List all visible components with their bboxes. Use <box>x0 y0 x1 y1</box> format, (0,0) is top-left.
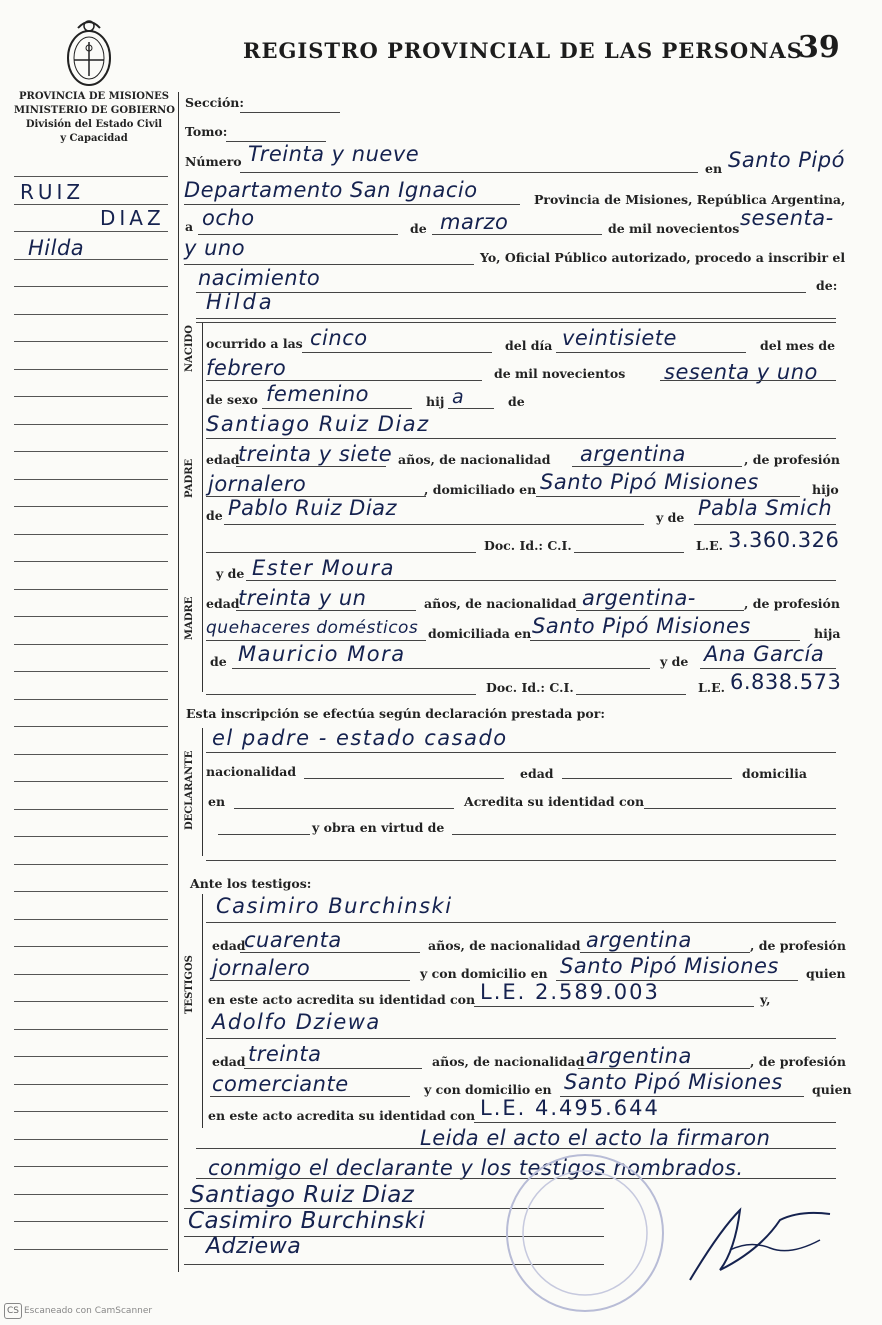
division-label-2: y Capacidad <box>60 133 128 144</box>
madre-dom-label: domiciliada en <box>428 626 532 641</box>
t1-acredita-label: en este acto acredita su identidad con <box>208 992 476 1007</box>
padre-padre-line <box>224 524 644 525</box>
margin-rule <box>14 864 168 865</box>
margin-rule <box>14 836 168 837</box>
declarante-line <box>206 752 836 753</box>
t2-dom-label: y con domicilio en <box>424 1082 552 1097</box>
margin-rule <box>14 369 168 370</box>
padre-anos-label: años, de nacionalidad <box>398 452 551 467</box>
del-dia-label: del día <box>505 338 553 353</box>
firma-padre: Santiago Ruiz Diaz <box>190 1182 415 1208</box>
seccion-line <box>240 112 340 113</box>
margin-rule <box>14 754 168 755</box>
padre-nombre-line <box>206 438 836 439</box>
sexo-value: femenino <box>266 382 369 406</box>
dia-nac-value: veintisiete <box>562 326 677 350</box>
madre-prof-line <box>206 640 426 641</box>
margin-rule <box>14 781 168 782</box>
section-padre: PADRE <box>184 458 195 498</box>
decl-domicilia-label: domicilia <box>742 766 808 781</box>
decl-obra-pre-line <box>218 834 310 835</box>
decl-extra-line <box>206 860 836 861</box>
t1-nac-value: argentina <box>586 928 692 952</box>
numero-line <box>240 172 698 173</box>
tomo-label: Tomo: <box>185 124 228 139</box>
madre-prof-value: quehaceres domésticos <box>206 618 419 638</box>
madre-madre-value: Ana García <box>704 642 825 666</box>
madre-y-de2-label: y de <box>660 654 689 669</box>
madre-anos-label: años, de nacionalidad <box>424 596 577 611</box>
madre-prof-label: , de profesión <box>744 596 840 611</box>
firma-testigo-2: Adziewa <box>206 1234 302 1259</box>
t1-edad-value: cuarenta <box>244 928 342 952</box>
de-colon-label: de: <box>816 278 838 293</box>
margin-rule <box>14 891 168 892</box>
t1-edad-label: edad <box>212 938 246 953</box>
sexo-label: de sexo <box>206 392 258 407</box>
margin-rule <box>14 424 168 425</box>
decl-acredita-line <box>644 808 836 809</box>
nombre-value: Hilda <box>206 290 275 314</box>
t2-anos-label: años, de nacionalidad <box>432 1054 585 1069</box>
t1-prof-value: jornalero <box>212 956 311 980</box>
margin-rule <box>14 974 168 975</box>
a-label: a <box>185 219 194 234</box>
padre-nac-line <box>572 466 742 467</box>
padre-edad-line <box>236 466 386 467</box>
margin-rule <box>14 1001 168 1002</box>
sexo-line <box>262 408 412 409</box>
t2-nombre-value: Adolfo Dziewa <box>212 1010 381 1034</box>
madre-nombre-line <box>246 580 836 581</box>
t2-prof-line <box>210 1096 410 1097</box>
main-border <box>178 92 179 1272</box>
margin-rule <box>14 671 168 672</box>
madre-edad-line <box>236 610 416 611</box>
t1-doc-value: L.E. 2.589.003 <box>480 980 660 1004</box>
decl-edad-line <box>562 778 732 779</box>
padre-de-label: de <box>206 508 223 523</box>
padre-dom-value: Santo Pipó Misiones <box>540 470 759 494</box>
madre-de-label: de <box>210 654 227 669</box>
padre-hijo-label: hijo <box>812 482 839 497</box>
t1-doc-line <box>474 1006 754 1007</box>
madre-nac-line <box>576 610 744 611</box>
en-label: en <box>705 161 723 176</box>
hij-suffix-value: a <box>452 386 465 408</box>
margin-rule <box>14 1084 168 1085</box>
madre-madre-line <box>700 668 836 669</box>
margin-surname-2: DIAZ <box>100 206 165 230</box>
declaracion-label: Esta inscripción se efectúa según declaración prestada por: <box>186 706 605 721</box>
madre-nombre-value: Ester Moura <box>252 556 395 580</box>
margin-rule <box>14 1029 168 1030</box>
margin-rule <box>14 1139 168 1140</box>
t1-dom-label: y con domicilio en <box>420 966 548 981</box>
t1-prof-label: , de profesión <box>750 938 846 953</box>
margin-rule <box>14 506 168 507</box>
t2-nac-value: argentina <box>586 1044 692 1068</box>
madre-doc-label: Doc. Id.: C.I. <box>486 680 574 695</box>
padre-prof-value: jornalero <box>208 472 307 496</box>
madre-padre-value: Mauricio Mora <box>238 642 406 666</box>
decl-nac-label: nacionalidad <box>206 764 297 779</box>
anio-value: sesenta- <box>740 206 834 230</box>
section-border <box>202 322 203 692</box>
padre-madre-line <box>694 524 836 525</box>
padre-padre-value: Pablo Ruiz Diaz <box>228 496 398 520</box>
margin-rule <box>14 479 168 480</box>
margin-rule <box>14 561 168 562</box>
margin-rule <box>14 1249 168 1250</box>
issuer-block <box>14 90 174 146</box>
t2-doc-line <box>474 1122 836 1123</box>
t2-edad-label: edad <box>212 1054 246 1069</box>
mes-value: marzo <box>440 210 509 234</box>
mes-line <box>432 234 602 235</box>
tipo-value: nacimiento <box>198 266 321 290</box>
margin-rule <box>14 699 168 700</box>
padre-madre-value: Pabla Smich <box>698 496 833 520</box>
padre-doc-pre-line <box>206 552 476 553</box>
ocurrido-label: ocurrido a las <box>206 336 303 351</box>
scanner-footer: Escaneado con CamScanner <box>24 1306 153 1316</box>
firma-testigo-1: Casimiro Burchinski <box>188 1208 426 1234</box>
departamento-line <box>184 204 520 205</box>
page-number: 39 <box>798 30 840 65</box>
decl-en-line <box>234 808 454 809</box>
section-nacido: NACIDO <box>184 325 195 372</box>
ministry-label: MINISTERIO DE GOBIERNO <box>14 105 175 116</box>
anio-line <box>184 264 474 265</box>
margin-rule <box>14 589 168 590</box>
declarante-value: el padre - estado casado <box>212 726 508 750</box>
decl-obra-label: y obra en virtud de <box>312 820 445 835</box>
padre-y-de-label: y de <box>656 510 685 525</box>
cierre-line-1: Leida el acto el acto la firmaron <box>420 1126 771 1150</box>
madre-dom-value: Santo Pipó Misiones <box>532 614 751 638</box>
t2-doc-value: L.E. 4.495.644 <box>480 1096 660 1120</box>
madre-nac-value: argentina- <box>582 586 696 610</box>
yo-oficial-label: Yo, Oficial Público autorizado, procedo a inscribir el <box>480 250 846 265</box>
margin-rule <box>14 451 168 452</box>
mes-nac-value: febrero <box>206 356 287 380</box>
section-border-3 <box>202 894 203 1128</box>
t2-prof-label: , de profesión <box>750 1054 846 1069</box>
padre-le-value: 3.360.326 <box>728 528 840 552</box>
coat-of-arms-icon <box>60 14 118 88</box>
hij-label: hij <box>426 394 445 409</box>
t1-quien-label: quien <box>806 966 846 981</box>
dia-nac-line <box>556 352 746 353</box>
madre-doc-pre-line <box>206 694 476 695</box>
de-mil-2-label: de mil novecientos <box>494 366 626 381</box>
t1-dom-value: Santo Pipó Misiones <box>560 954 779 978</box>
padre-le-label: L.E. <box>696 538 724 553</box>
padre-prof-label: , de profesión <box>744 452 840 467</box>
t1-anos-label: años, de nacionalidad <box>428 938 581 953</box>
official-signature-icon <box>680 1190 840 1290</box>
margin-rule <box>14 1166 168 1167</box>
section-declarante: DECLARANTE <box>184 750 195 830</box>
nombre-line <box>196 318 836 319</box>
madre-le-label: L.E. <box>698 680 726 695</box>
del-mes-label: del mes de <box>760 338 836 353</box>
decl-acredita-label: Acredita su identidad con <box>464 794 645 809</box>
margin-surname-1: RUIZ <box>20 180 85 204</box>
page-title: REGISTRO PROVINCIAL DE LAS PERSONAS <box>243 38 803 63</box>
nombre-line-2 <box>196 322 836 323</box>
decl-nac-line <box>304 778 504 779</box>
madre-doc-line <box>576 694 686 695</box>
numero-value: Treinta y nueve <box>248 142 420 166</box>
de-label: de <box>410 221 427 236</box>
margin-rule <box>14 286 168 287</box>
madre-dom-line <box>530 640 800 641</box>
official-stamp-icon <box>500 1148 670 1318</box>
t1-prof-line <box>210 980 410 981</box>
t1-nombre-line <box>206 922 836 923</box>
ante-testigos-label: Ante los testigos: <box>190 876 312 891</box>
margin-rule <box>14 314 168 315</box>
camscanner-logo-icon: CS <box>4 1303 22 1319</box>
t2-dom-value: Santo Pipó Misiones <box>564 1070 783 1094</box>
t2-edad-value: treinta <box>248 1042 322 1066</box>
mes-nac-line <box>206 380 482 381</box>
t2-acredita-label: en este acto acredita su identidad con <box>208 1108 476 1123</box>
madre-edad-label: edad <box>206 596 240 611</box>
province-label: PROVINCIA DE MISIONES <box>19 91 169 102</box>
padre-nac-value: argentina <box>580 442 686 466</box>
section-madre: MADRE <box>184 596 195 640</box>
margin-rule <box>14 1194 168 1195</box>
margin-rule <box>14 1221 168 1222</box>
t1-nombre-value: Casimiro Burchinski <box>216 894 453 918</box>
decl-en-label: en <box>208 794 226 809</box>
margin-rule <box>14 176 168 177</box>
margin-rule <box>14 809 168 810</box>
t2-prof-value: comerciante <box>212 1072 349 1096</box>
anio-value-2: y uno <box>184 236 246 260</box>
hora-line <box>302 352 492 353</box>
madre-y-de-label: y de <box>216 566 245 581</box>
t1-edad-line <box>240 952 420 953</box>
margin-rule <box>14 644 168 645</box>
padre-doc-label: Doc. Id.: C.I. <box>484 538 572 553</box>
numero-label: Número <box>185 154 242 169</box>
padre-dom-label: , domiciliado en <box>424 482 537 497</box>
madre-edad-value: treinta y un <box>238 586 367 610</box>
cierre-line-2: conmigo el declarante y los testigos nombrados. <box>208 1156 744 1180</box>
dia-line <box>198 234 398 235</box>
margin-rule <box>14 534 168 535</box>
section-testigos: TESTIGOS <box>184 955 195 1014</box>
anio-nac-value: sesenta y uno <box>664 360 818 384</box>
padre-edad-value: treinta y siete <box>238 442 393 466</box>
madre-le-value: 6.838.573 <box>730 670 842 694</box>
margin-rule <box>14 1056 168 1057</box>
t2-edad-line <box>244 1068 422 1069</box>
margin-rule <box>14 616 168 617</box>
margin-rule <box>14 231 168 232</box>
provincia-label: Provincia de Misiones, República Argentina, <box>534 192 846 207</box>
section-border-2 <box>202 728 203 856</box>
hij-line <box>448 408 494 409</box>
de-short-label: de <box>508 394 525 409</box>
padre-doc-line <box>574 552 684 553</box>
t2-nombre-line <box>206 1038 836 1039</box>
t1-nac-line <box>580 952 750 953</box>
dia-value: ocho <box>202 206 255 230</box>
t1-y-label: y, <box>760 992 771 1007</box>
hora-value: cinco <box>310 326 368 350</box>
margin-rule <box>14 204 168 205</box>
padre-nombre-value: Santiago Ruiz Diaz <box>206 412 430 436</box>
departamento-value: Departamento San Ignacio <box>184 178 478 202</box>
seccion-label: Sección: <box>185 95 244 110</box>
decl-obra-line <box>452 834 836 835</box>
t2-nac-line <box>578 1068 750 1069</box>
margin-rule <box>14 919 168 920</box>
de-mil-label: de mil novecientos <box>608 221 740 236</box>
t2-quien-label: quien <box>812 1082 852 1097</box>
margin-rule <box>14 726 168 727</box>
margin-rule <box>14 341 168 342</box>
tipo-line <box>196 292 806 293</box>
en-lugar-value: Santo Pipó <box>728 148 845 172</box>
decl-edad-label: edad <box>520 766 554 781</box>
margin-rule <box>14 396 168 397</box>
margin-rule <box>14 946 168 947</box>
madre-padre-line <box>232 668 650 669</box>
padre-edad-label: edad <box>206 452 240 467</box>
madre-hija-label: hija <box>814 626 841 641</box>
anio-nac-line <box>660 380 836 381</box>
division-label: División del Estado Civil <box>25 119 163 130</box>
margin-rule <box>14 1111 168 1112</box>
margin-given-name: Hilda <box>28 236 85 260</box>
